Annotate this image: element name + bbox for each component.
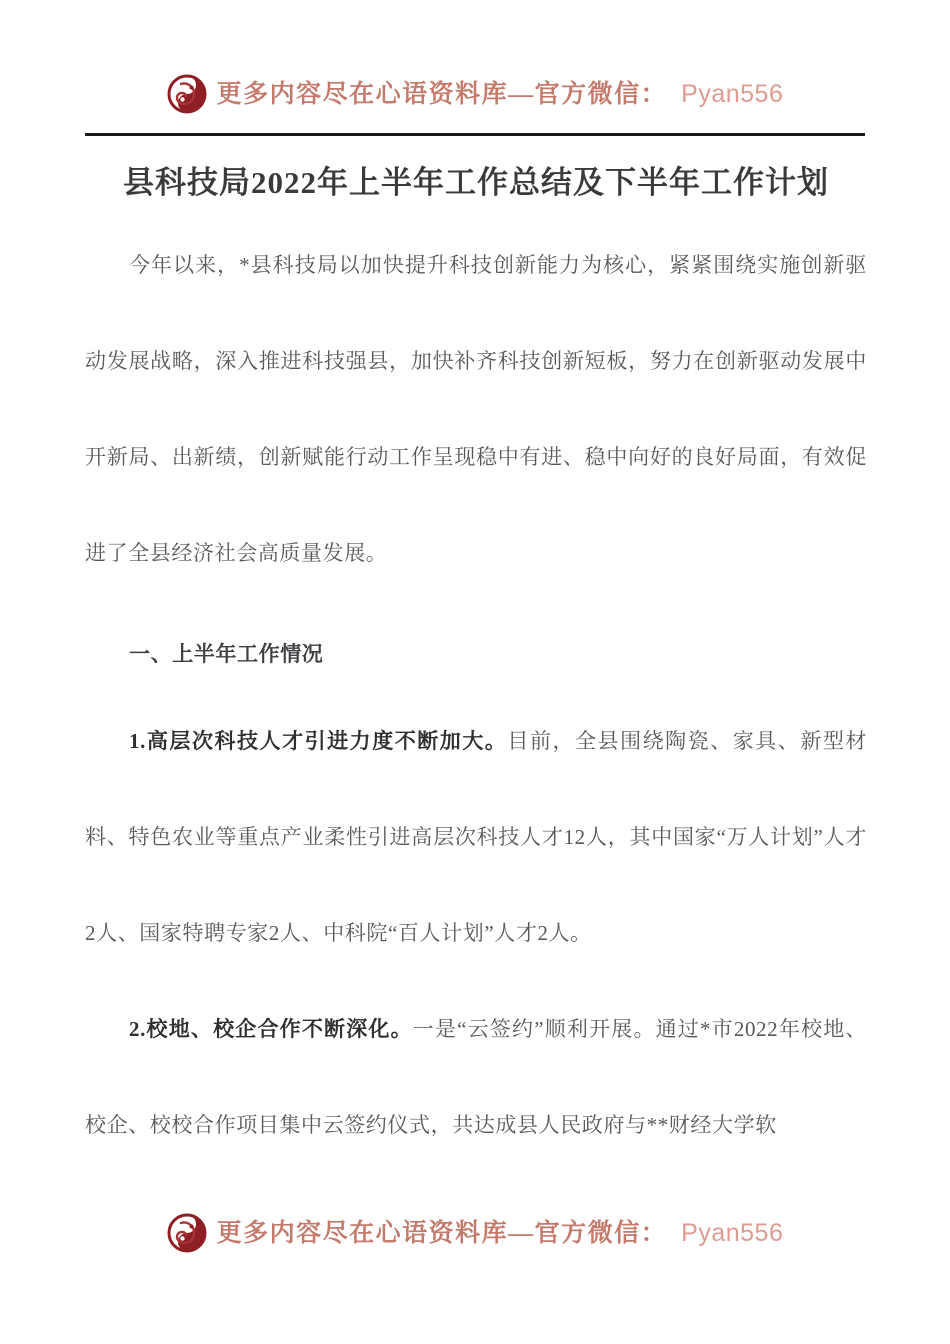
watermark-handle: Pyan556: [681, 79, 784, 108]
circular-swirl-logo-icon: [167, 1213, 207, 1253]
page-title: 县科技局2022年上半年工作总结及下半年工作计划: [123, 165, 829, 200]
item-lead: 2.校地、校企合作不断深化。: [129, 1016, 413, 1041]
item-body: 目前，全县围绕陶瓷、家具、新型材料、特色农业等重点产业柔性引进高层次科技人才12人，其中国家“万人计划”人才2人、国家特聘专家2人、中科院“百人计划”人才2人。: [85, 728, 867, 945]
document-content: [85, 160, 867, 1173]
watermark-handle: Pyan556: [681, 1218, 784, 1247]
header-divider: [85, 133, 865, 136]
footer-watermark: [0, 1213, 950, 1253]
item-lead: 1.高层次科技人才引进力度不断加大。: [129, 728, 508, 753]
section-heading: 一、上半年工作情况: [129, 641, 324, 666]
spacer: [85, 601, 867, 615]
list-item: [85, 981, 867, 1173]
watermark-text: 更多内容尽在心语资料库—官方微信：: [216, 1219, 668, 1247]
watermark-text: 更多内容尽在心语资料库—官方微信：: [216, 80, 668, 108]
item-body: 一是“云签约”顺利开展。通过*市2022年校地、校企、校校合作项目集中云签约仪式，共达成县人民政府与**财经大学软: [85, 1016, 868, 1137]
intro-paragraph: 今年以来，*县科技局以加快提升科技创新能力为核心，紧紧围绕实施创新驱动发展战略，深入推进科技强县，加快补齐科技创新短板，努力在创新驱动发展中开新局、出新绩，创新赋能行动工作呈现稳中有进、稳中向好的良好局面，有效促进了全县经济社会高质量发展。: [85, 252, 867, 565]
list-item: [85, 693, 867, 981]
circular-swirl-logo-icon: [167, 74, 207, 114]
header-watermark: [0, 74, 950, 114]
